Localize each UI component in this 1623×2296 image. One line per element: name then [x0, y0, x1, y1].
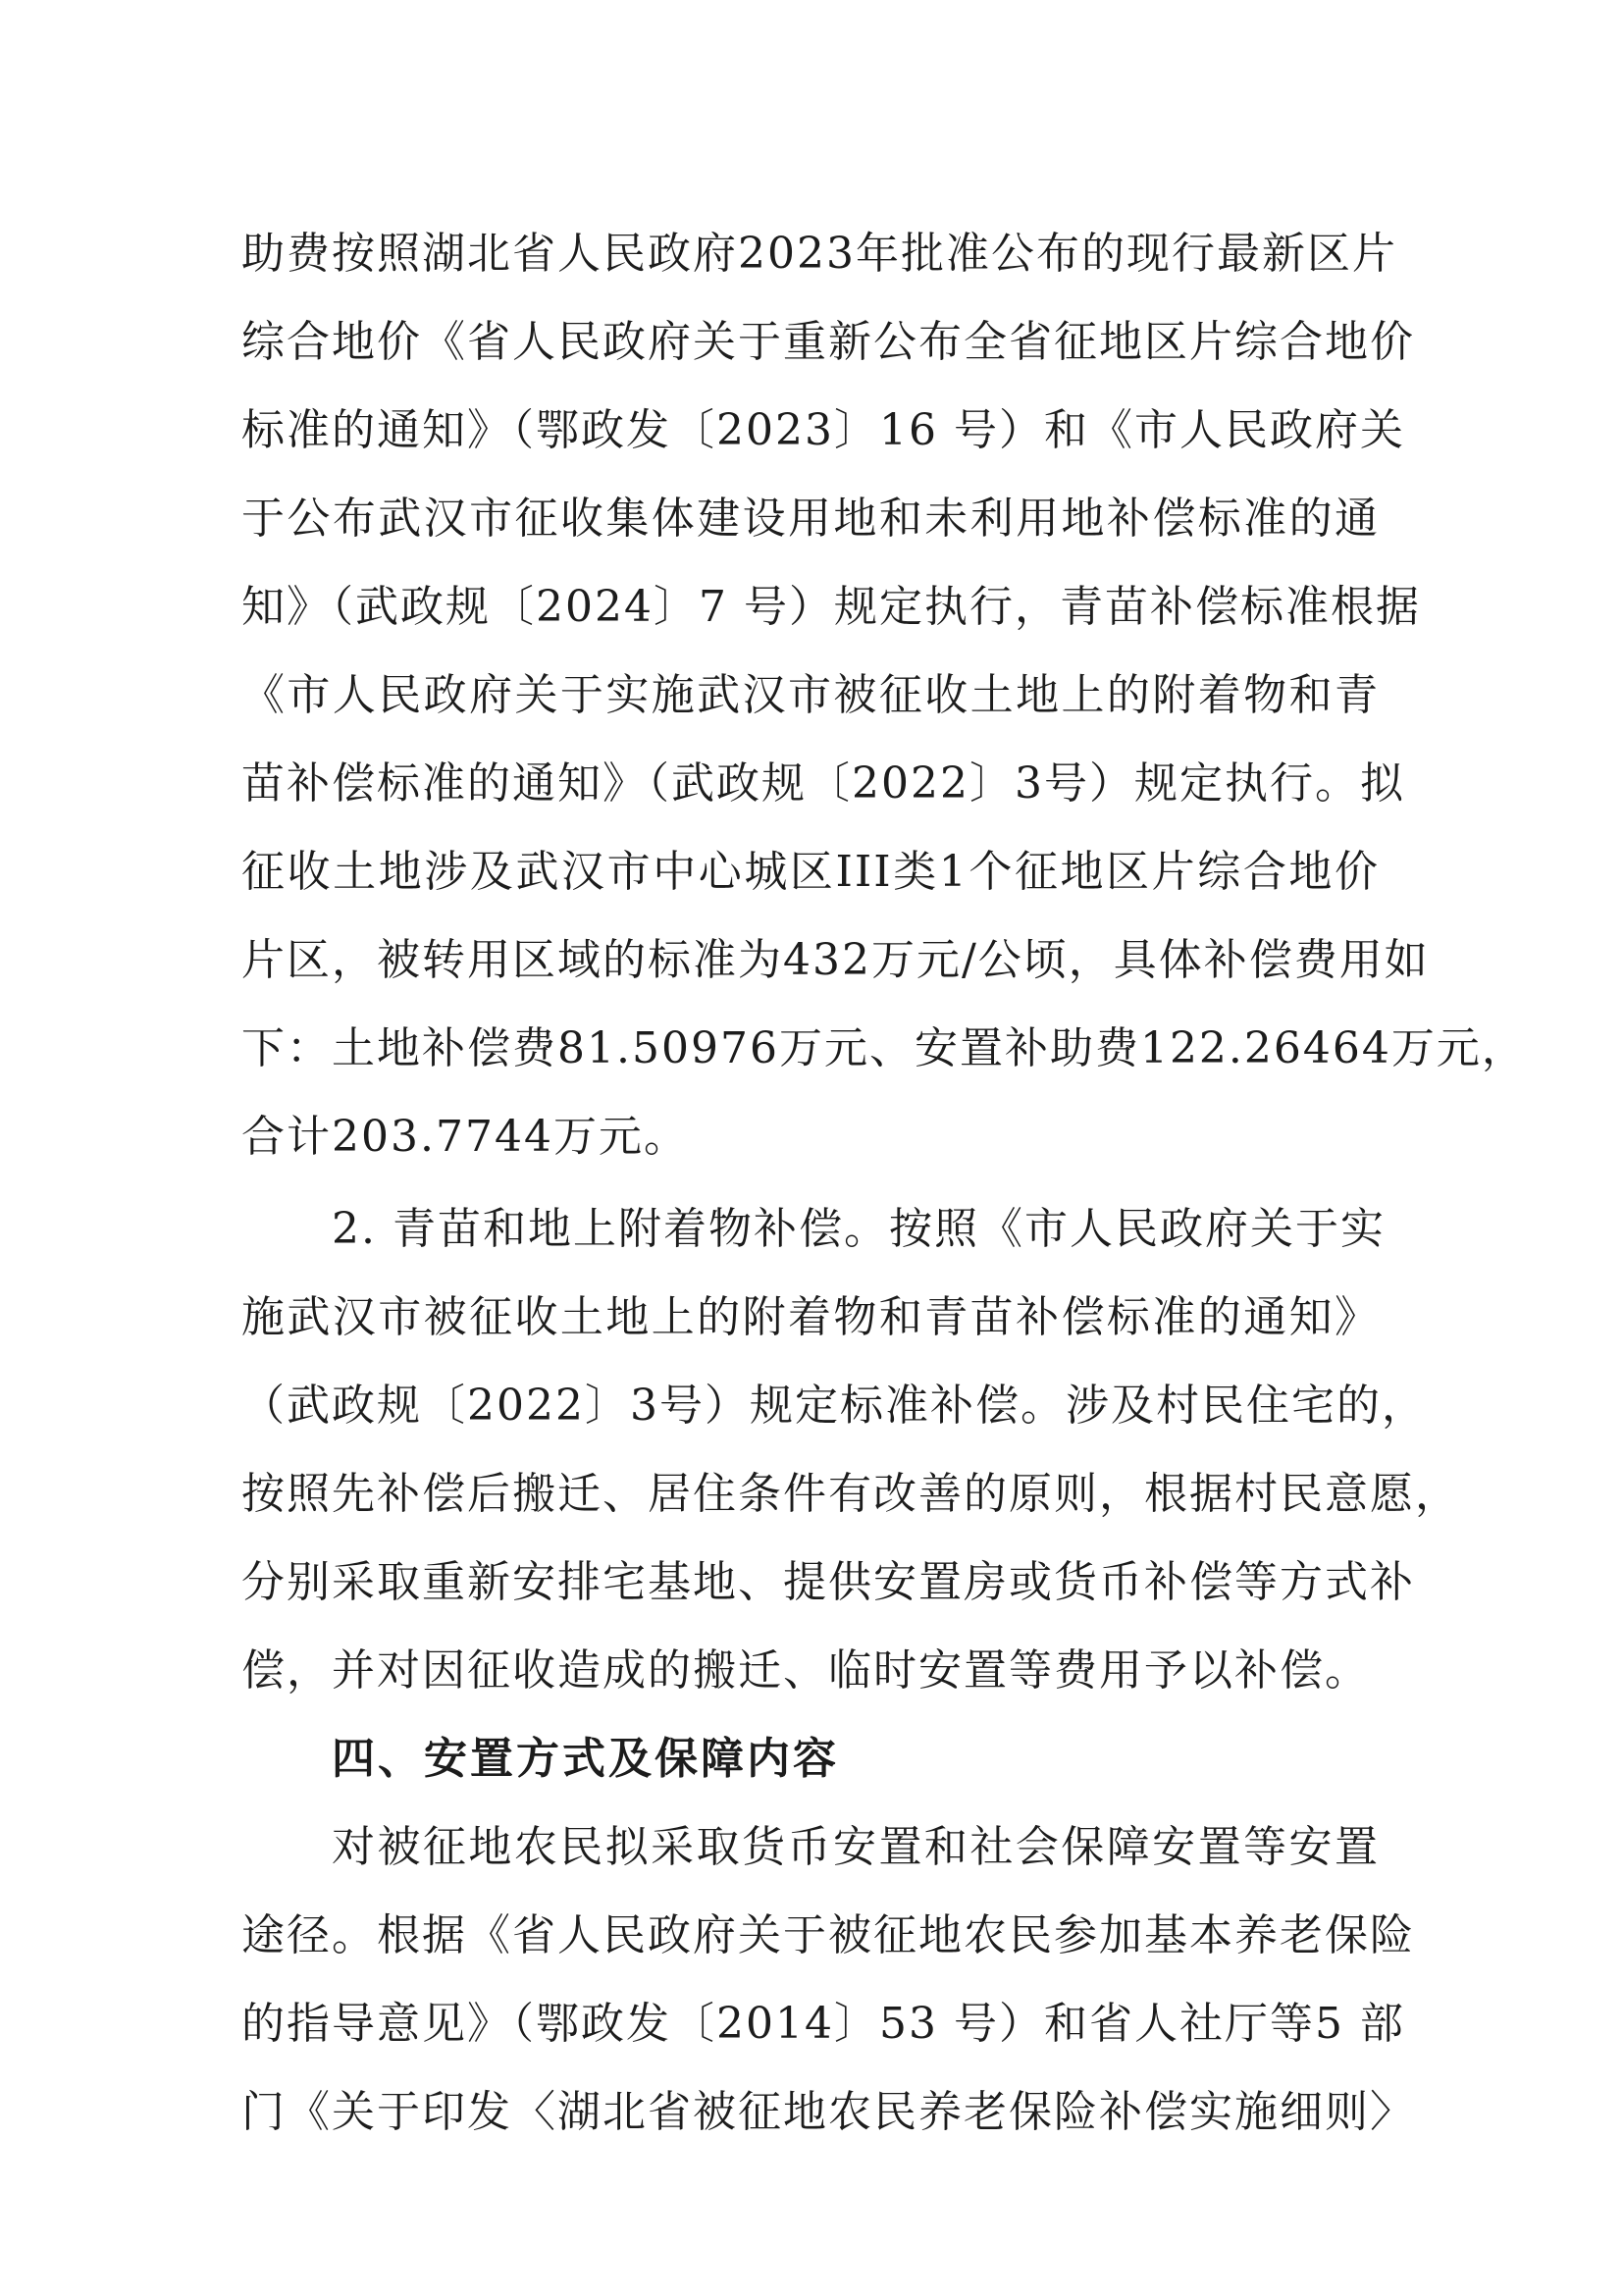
text-line: 征收土地涉及武汉市中心城区III类1个征地区片综合地价 — [241, 847, 1380, 897]
text-line: 途径。根据《省人民政府关于被征地农民参加基本养老保险 — [241, 1910, 1415, 1960]
text-line: 综合地价《省人民政府关于重新公布全省征地区片综合地价 — [241, 317, 1415, 367]
section-heading: 四、安置方式及保障内容 — [332, 1734, 839, 1784]
text-line: 片区，被转用区域的标准为432万元/公顷，具体补偿费用如 — [241, 935, 1430, 985]
text-line: 《市人民政府关于实施武汉市被征收土地上的附着物和青 — [241, 670, 1380, 720]
text-line: 苗补偿标准的通知》（武政规〔2022〕3号）规定执行。拟 — [241, 758, 1405, 809]
text-line: 于公布武汉市征收集体建设用地和未利用地补偿标准的通 — [241, 494, 1380, 544]
text-line: 下：土地补偿费81.50976万元、安置补助费122.26464万元， — [241, 1023, 1527, 1073]
text-line: 标准的通知》（鄂政发〔2023〕16 号）和《市人民政府关 — [241, 405, 1405, 455]
text-line: 2. 青苗和地上附着物补偿。按照《市人民政府关于实 — [332, 1204, 1386, 1254]
text-line: 知》（武政规〔2024〕7 号）规定执行，青苗补偿标准根据 — [241, 582, 1421, 632]
text-line: 分别采取重新安排宅基地、提供安置房或货币补偿等方式补 — [241, 1557, 1415, 1607]
text-line: 对被征地农民拟采取货币安置和社会保障安置等安置 — [332, 1822, 1380, 1872]
text-line: 助费按照湖北省人民政府2023年批准公布的现行最新区片 — [241, 229, 1397, 279]
text-line: 施武汉市被征收土地上的附着物和青苗补偿标准的通知》 — [241, 1292, 1380, 1342]
text-line: 的指导意见》（鄂政发〔2014〕53 号）和省人社厅等5 部 — [241, 1999, 1405, 2049]
text-line: （武政规〔2022〕3号）规定标准补偿。涉及村民住宅的， — [241, 1381, 1427, 1431]
text-line: 门《关于印发〈湖北省被征地农民养老保险补偿实施细则〉 — [241, 2087, 1415, 2137]
text-line: 偿，并对因征收造成的搬迁、临时安置等费用予以补偿。 — [241, 1645, 1370, 1696]
text-line: 合计203.7744万元。 — [241, 1112, 689, 1162]
text-line: 按照先补偿后搬迁、居住条件有改善的原则，根据村民意愿， — [241, 1469, 1460, 1519]
